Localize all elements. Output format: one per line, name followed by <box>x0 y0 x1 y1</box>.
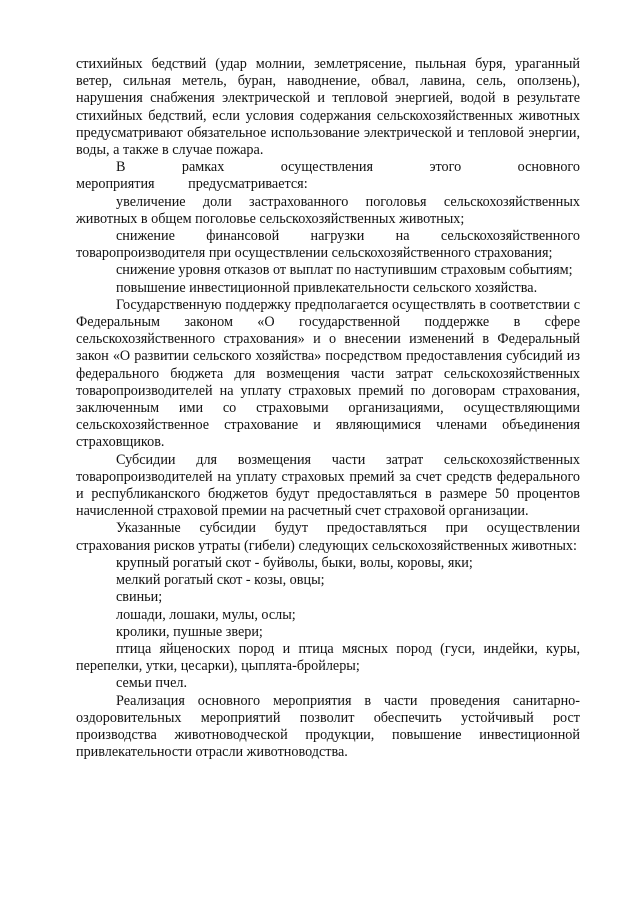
paragraph-state-support: Государственную поддержку предполагается осуществлять в соответствии с Федеральным законом «О государственной поддержке в сфере сельскохозяйственного страхования» и о внесении изменений в Федеральный закон «О развитии сельского хозяйства» посредством предоставления субсидий из федерального бюджета для возмещения части затрат сельскохозяйственных товаропроизводителей на уплату страховых премий по договорам страхования, заключенным ими со страховыми организациями, осуществляющими сельскохозяйственное страхование и являющимися членами объединения страховщиков. <box>76 296 580 451</box>
paragraph-natural-disasters: стихийных бедствий (удар молнии, землетрясение, пыльная буря, ураганный ветер, сильная метель, буран, наводнение, обвал, лавина, сель, оползень), нарушения снабжения электрической и тепловой энергией, водой в результате стихийных бедствий, если условия содержания сельскохозяйственных животных предусматривают обязательное использование электрической и тепловой энергии, воды, а также в случае пожара. <box>76 56 580 159</box>
list-item-refusals: снижение уровня отказов от выплат по наступившим страховым событиям; <box>116 262 573 279</box>
list-item-rabbits: кролики, пушные звери; <box>116 623 263 640</box>
list-item-insured-share: увеличение доли застрахованного поголовья сельскохозяйственных животных в общем поголовье сельскохозяйственных животных; <box>76 193 580 227</box>
list-item-bees: семьи пчел. <box>116 675 188 692</box>
list-item-horses: лошади, лошаки, мулы, ослы; <box>116 606 296 623</box>
list-item-small-cattle: мелкий рогатый скот - козы, овцы; <box>116 572 325 589</box>
list-item-investment: повышение инвестиционной привлекательности сельского хозяйства. <box>116 279 538 296</box>
paragraph-subsidies-scope: Указанные субсидии будут предоставляться при осуществлении страхования рисков утраты (гибели) следующих сельскохозяйственных животных: <box>76 520 580 554</box>
paragraph-subsidies: Субсидии для возмещения части затрат сельскохозяйственных товаропроизводителей на уплату страховых премий за счет средств федерального и республиканского бюджетов будут предоставляться в размере 50 процентов начисленной страховой премии на расчетный счет страховой организации. <box>76 451 580 520</box>
list-item-pigs: свиньи; <box>116 589 163 606</box>
list-item-financial-load: снижение финансовой нагрузки на сельскохозяйственного товаропроизводителя при осуществлении сельскохозяйственного страхования; <box>76 228 580 262</box>
list-item-poultry: птица яйценоских пород и птица мясных пород (гуси, индейки, куры, перепелки, утки, цесарки), цыплята-бройлеры; <box>76 640 580 675</box>
list-item-cattle: крупный рогатый скот - буйволы, быки, волы, коровы, яки; <box>116 554 473 571</box>
paragraph-sanitary-measures: Реализация основного мероприятия в части проведения санитарно-оздоровительных мероприятий позволит обеспечить устойчивый рост производства животноводческой продукции, повышение инвестиционной привлекательности отрасли животноводства. <box>76 692 580 761</box>
paragraph-measure-intro: В рамках осуществления этого основного мероприятия предусматривается: <box>76 159 580 193</box>
